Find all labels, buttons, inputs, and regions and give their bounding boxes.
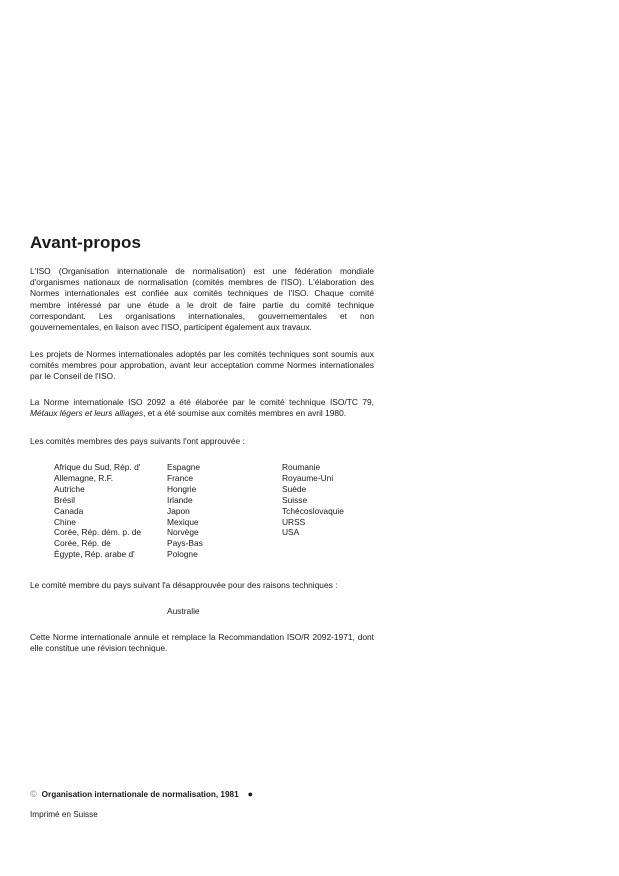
country-item: Norvège [167, 527, 199, 538]
country-item: Suède [282, 483, 307, 494]
committee-title: Métaux légers et leurs alliages [30, 408, 144, 419]
bullet-icon: ● [247, 789, 254, 799]
country-item: Corée, Rép. de [54, 538, 111, 549]
country-item: Mexique [167, 516, 199, 527]
country-item: Canada [54, 505, 84, 516]
approval-paragraph: Les projets de Normes internationales adoptés par les comités techniques sont soumis aux comités membres pour approbation, avant leur acceptation comme Normes internationales par le Conseil de l'ISO. [30, 349, 374, 382]
copyright-icon: © [30, 789, 37, 799]
disapproving-country: Australie [167, 606, 200, 616]
copyright-text: Organisation internationale de normalisation, 1981 [41, 789, 239, 799]
country-item: Suisse [282, 494, 308, 505]
country-item: Irlande [167, 494, 193, 505]
country-item: Brésil [54, 494, 75, 505]
copyright-line [30, 789, 253, 799]
country-item: Allemagne, R.F. [54, 472, 114, 483]
country-item: Royaume-Uni [282, 472, 334, 483]
country-item: Roumanie [282, 462, 321, 472]
disapproved-by-paragraph: Le comité membre du pays suivant l'a désapprouvée pour des raisons techniques : [30, 580, 338, 590]
country-item: Corée, Rép. dém. p. de [54, 527, 142, 538]
intro-paragraph: L'ISO (Organisation internationale de normalisation) est une fédération mondiale d'organismes nationaux de normalisation (comités membres de l'ISO). L'élaboration des Normes internationales est confiée aux comités techniques de l'ISO. Chaque comité membre intéressé par une étude a le droit de faire partie du comité technique correspondant. Les organisations internationales, gouvernementales et non gouvernementales, en liaison avec l'ISO, participent également aux travaux. [30, 266, 374, 333]
country-item: Pologne [167, 549, 198, 560]
country-item: Tchécoslovaquie [282, 505, 344, 516]
country-item: Afrique du Sud, Rép. d' [54, 462, 141, 472]
country-item: France [167, 472, 194, 483]
country-item: Chine [54, 516, 76, 527]
country-item: Espagne [167, 462, 201, 472]
country-item: Autriche [54, 483, 85, 494]
country-item: Japon [167, 505, 190, 516]
country-item: Pays-Bas [167, 538, 203, 549]
printed-in-label: Imprimé en Suisse [30, 810, 98, 819]
country-item: URSS [282, 516, 306, 527]
origin-text-start: La Norme internationale ISO 2092 a été élaborée par le comité technique ISO/TC 79, [30, 397, 374, 407]
country-list-column-3 [282, 462, 382, 538]
country-item: Égypte, Rép. arabe d' [54, 549, 135, 560]
country-list-column-2 [167, 462, 267, 560]
country-list-column-1 [54, 462, 162, 560]
approved-by-paragraph: Les comités membres des pays suivants l'ont approuvée : [30, 436, 245, 446]
replaces-paragraph: Cette Norme internationale annule et remplace la Recommandation ISO/R 2092-1971, dont elle constitue une révision technique. [30, 632, 374, 654]
origin-paragraph [30, 397, 374, 419]
page-title: Avant-propos [30, 233, 142, 252]
country-item: USA [282, 527, 300, 538]
country-item: Hongrie [167, 483, 197, 494]
origin-text-end: , et a été soumise aux comités membres en avril 1980. [143, 408, 347, 419]
